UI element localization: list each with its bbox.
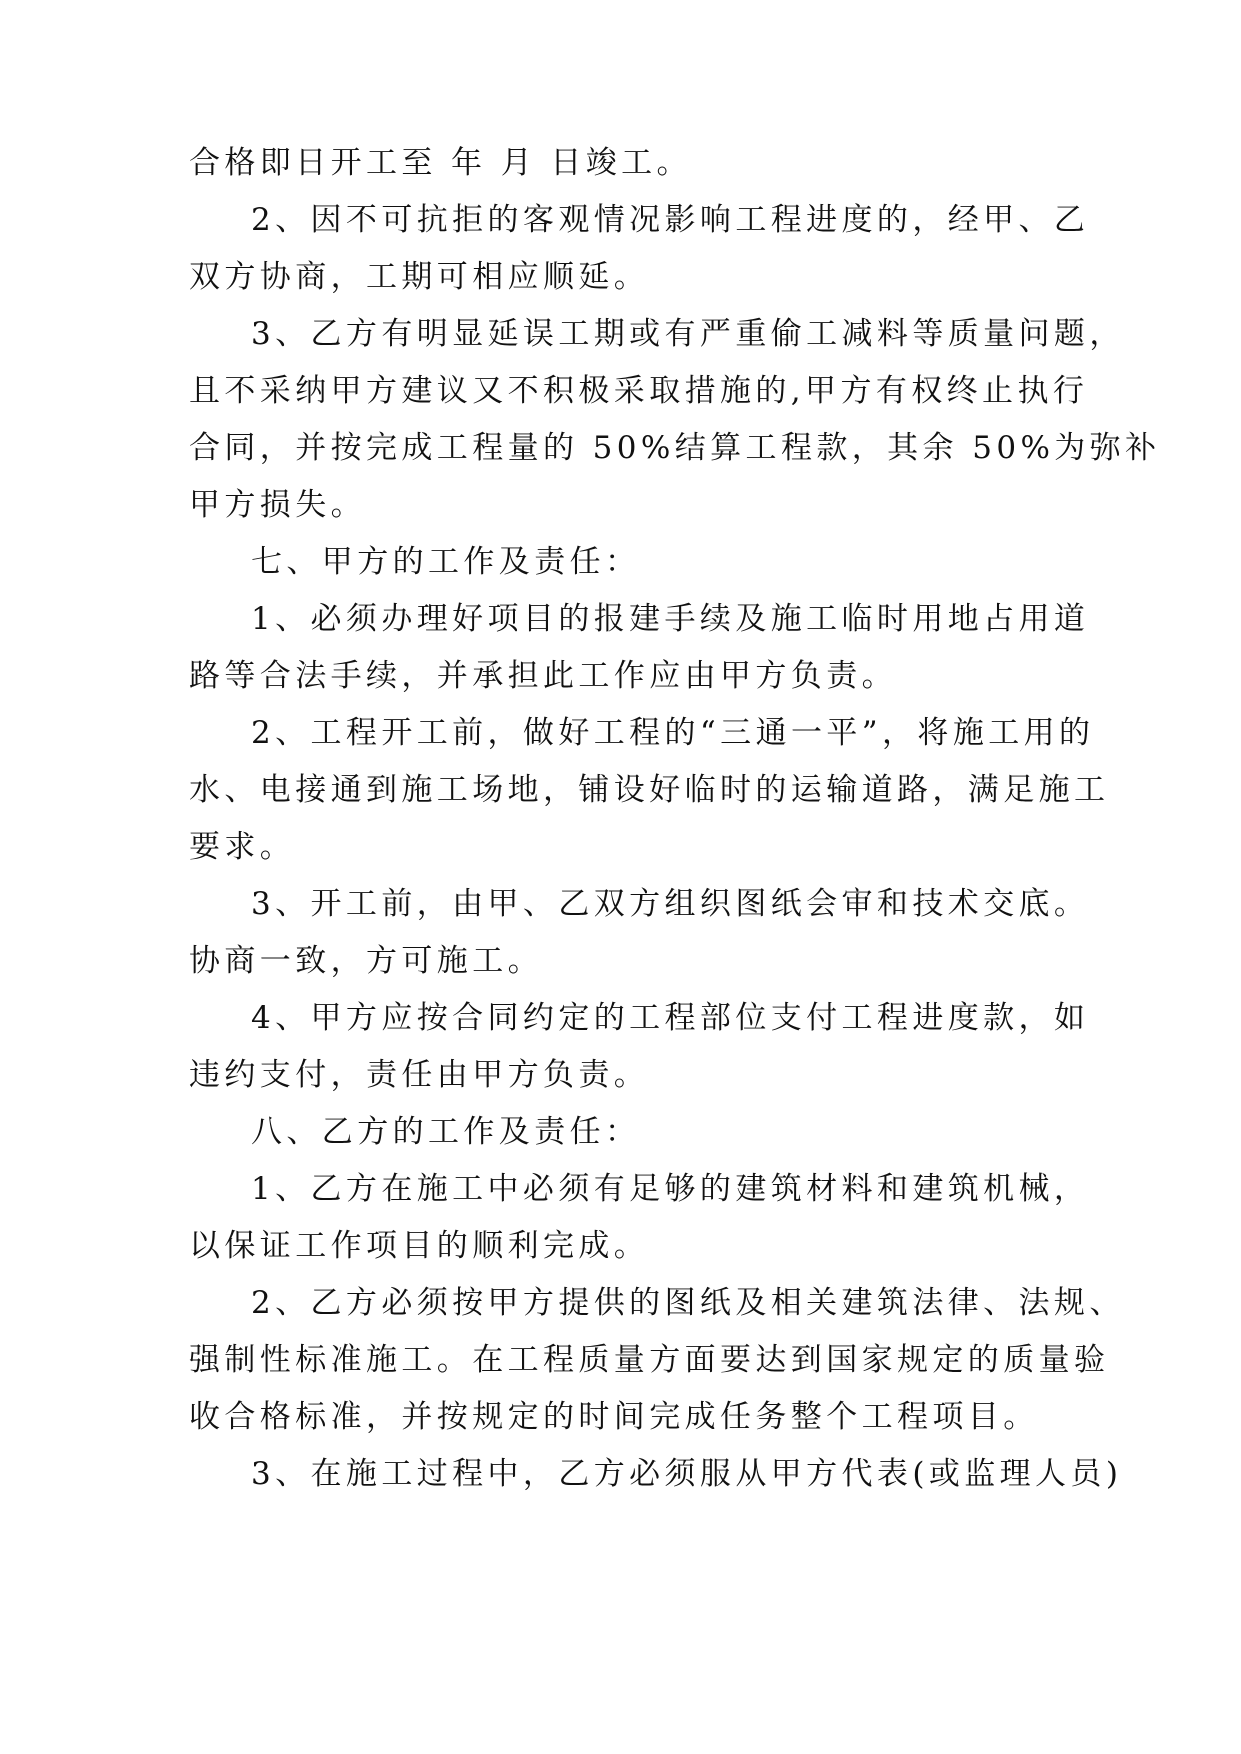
text-line: 双方协商，工期可相应顺延。 (189, 259, 650, 295)
text-line: 4、甲方应按合同约定的工程部位支付工程进度款，如 (251, 1000, 1090, 1036)
text-line: 协商一致，方可施工。 (189, 943, 543, 979)
text-line: 3、在施工过程中，乙方必须服从甲方代表(或监理人员) (251, 1456, 1123, 1492)
text-line: 1、必须办理好项目的报建手续及施工临时用地占用道 (251, 601, 1090, 637)
section-heading: 八、乙方的工作及责任： (251, 1114, 641, 1150)
text-line: 2、乙方必须按甲方提供的图纸及相关建筑法律、法规、 (251, 1285, 1125, 1321)
text-line: 1、乙方在施工中必须有足够的建筑材料和建筑机械， (251, 1171, 1090, 1207)
text-line: 以保证工作项目的顺利完成。 (189, 1228, 650, 1264)
text-line: 强制性标准施工。在工程质量方面要达到国家规定的质量验 (189, 1342, 1110, 1378)
text-line: 2、因不可抗拒的客观情况影响工程进度的，经甲、乙 (251, 202, 1090, 238)
text-line: 3、开工前，由甲、乙双方组织图纸会审和技术交底。 (251, 886, 1090, 922)
text-line: 甲方损失。 (189, 487, 366, 523)
text-line: 3、乙方有明显延误工期或有严重偷工减料等质量问题， (251, 316, 1125, 352)
text-line: 要求。 (189, 829, 296, 865)
text-line: 且不采纳甲方建议又不积极采取措施的,甲方有权终止执行 (189, 373, 1089, 409)
text-line: 合格即日开工至 年 月 日竣工。 (189, 145, 692, 181)
text-line: 合同，并按完成工程量的 50%结算工程款，其余 50%为弥补 (189, 430, 1161, 466)
text-line: 水、电接通到施工场地，铺设好临时的运输道路，满足施工 (189, 772, 1110, 808)
section-heading: 七、甲方的工作及责任： (251, 544, 641, 580)
text-line: 收合格标准，并按规定的时间完成任务整个工程项目。 (189, 1399, 1039, 1435)
text-line: 违约支付，责任由甲方负责。 (189, 1057, 650, 1093)
text-line: 2、工程开工前，做好工程的“三通一平”，将施工用的 (251, 715, 1095, 751)
text-line: 路等合法手续，并承担此工作应由甲方负责。 (189, 658, 897, 694)
